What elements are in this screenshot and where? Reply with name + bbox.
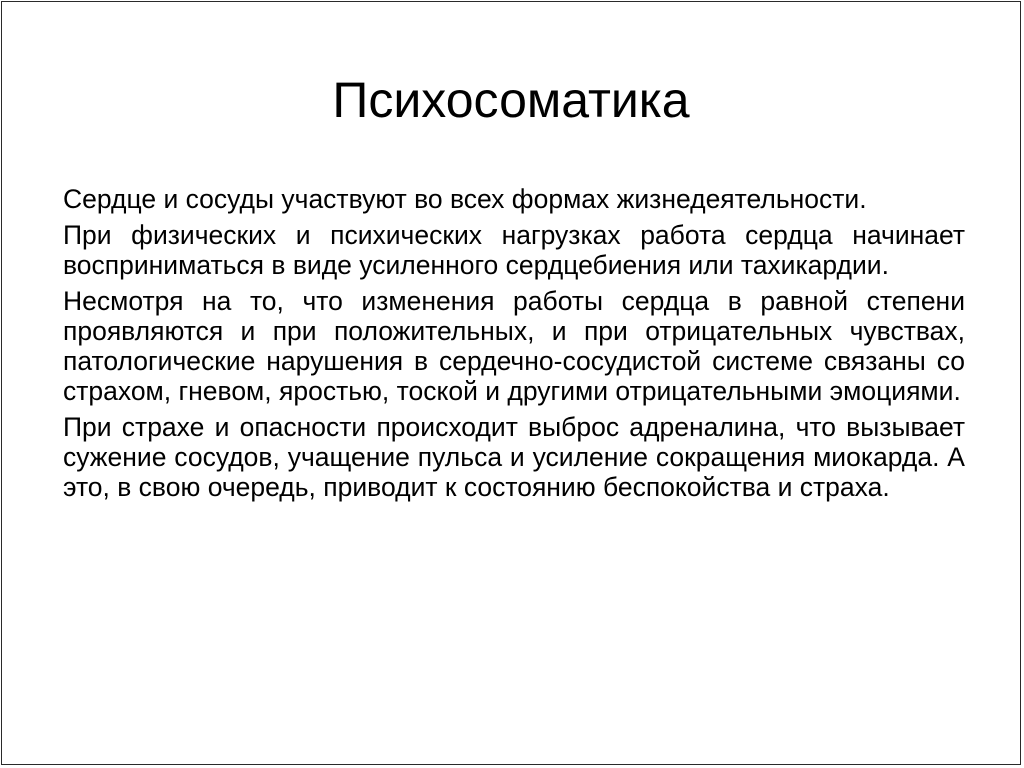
slide — [1, 1, 1021, 765]
slide-body — [63, 184, 965, 508]
paragraph-1: Сердце и сосуды участвуют во всех формах жизнедеятельности. — [63, 184, 867, 214]
paragraph-2: При физических и психических нагрузках работа сердца начинает восприниматься в виде усиленного сердцебиения или тахикардии. — [63, 220, 965, 280]
paragraph-4: При страхе и опасности происходит выброс адреналина, что вызывает сужение сосудов, учащение пульса и усиление сокращения миокарда. А это, в свою очередь, приводит к состоянию беспокойства и страха. — [63, 412, 965, 502]
paragraph-3: Несмотря на то, что изменения работы сердца в равной степени проявляются и при положительных, и при отрицательных чувствах, патологические нарушения в сердечно-сосудистой системе связаны со страхом, гневом, яростью, тоской и другими отрицательными эмоциями. — [63, 286, 965, 406]
slide-title: Психосоматика — [332, 72, 690, 128]
